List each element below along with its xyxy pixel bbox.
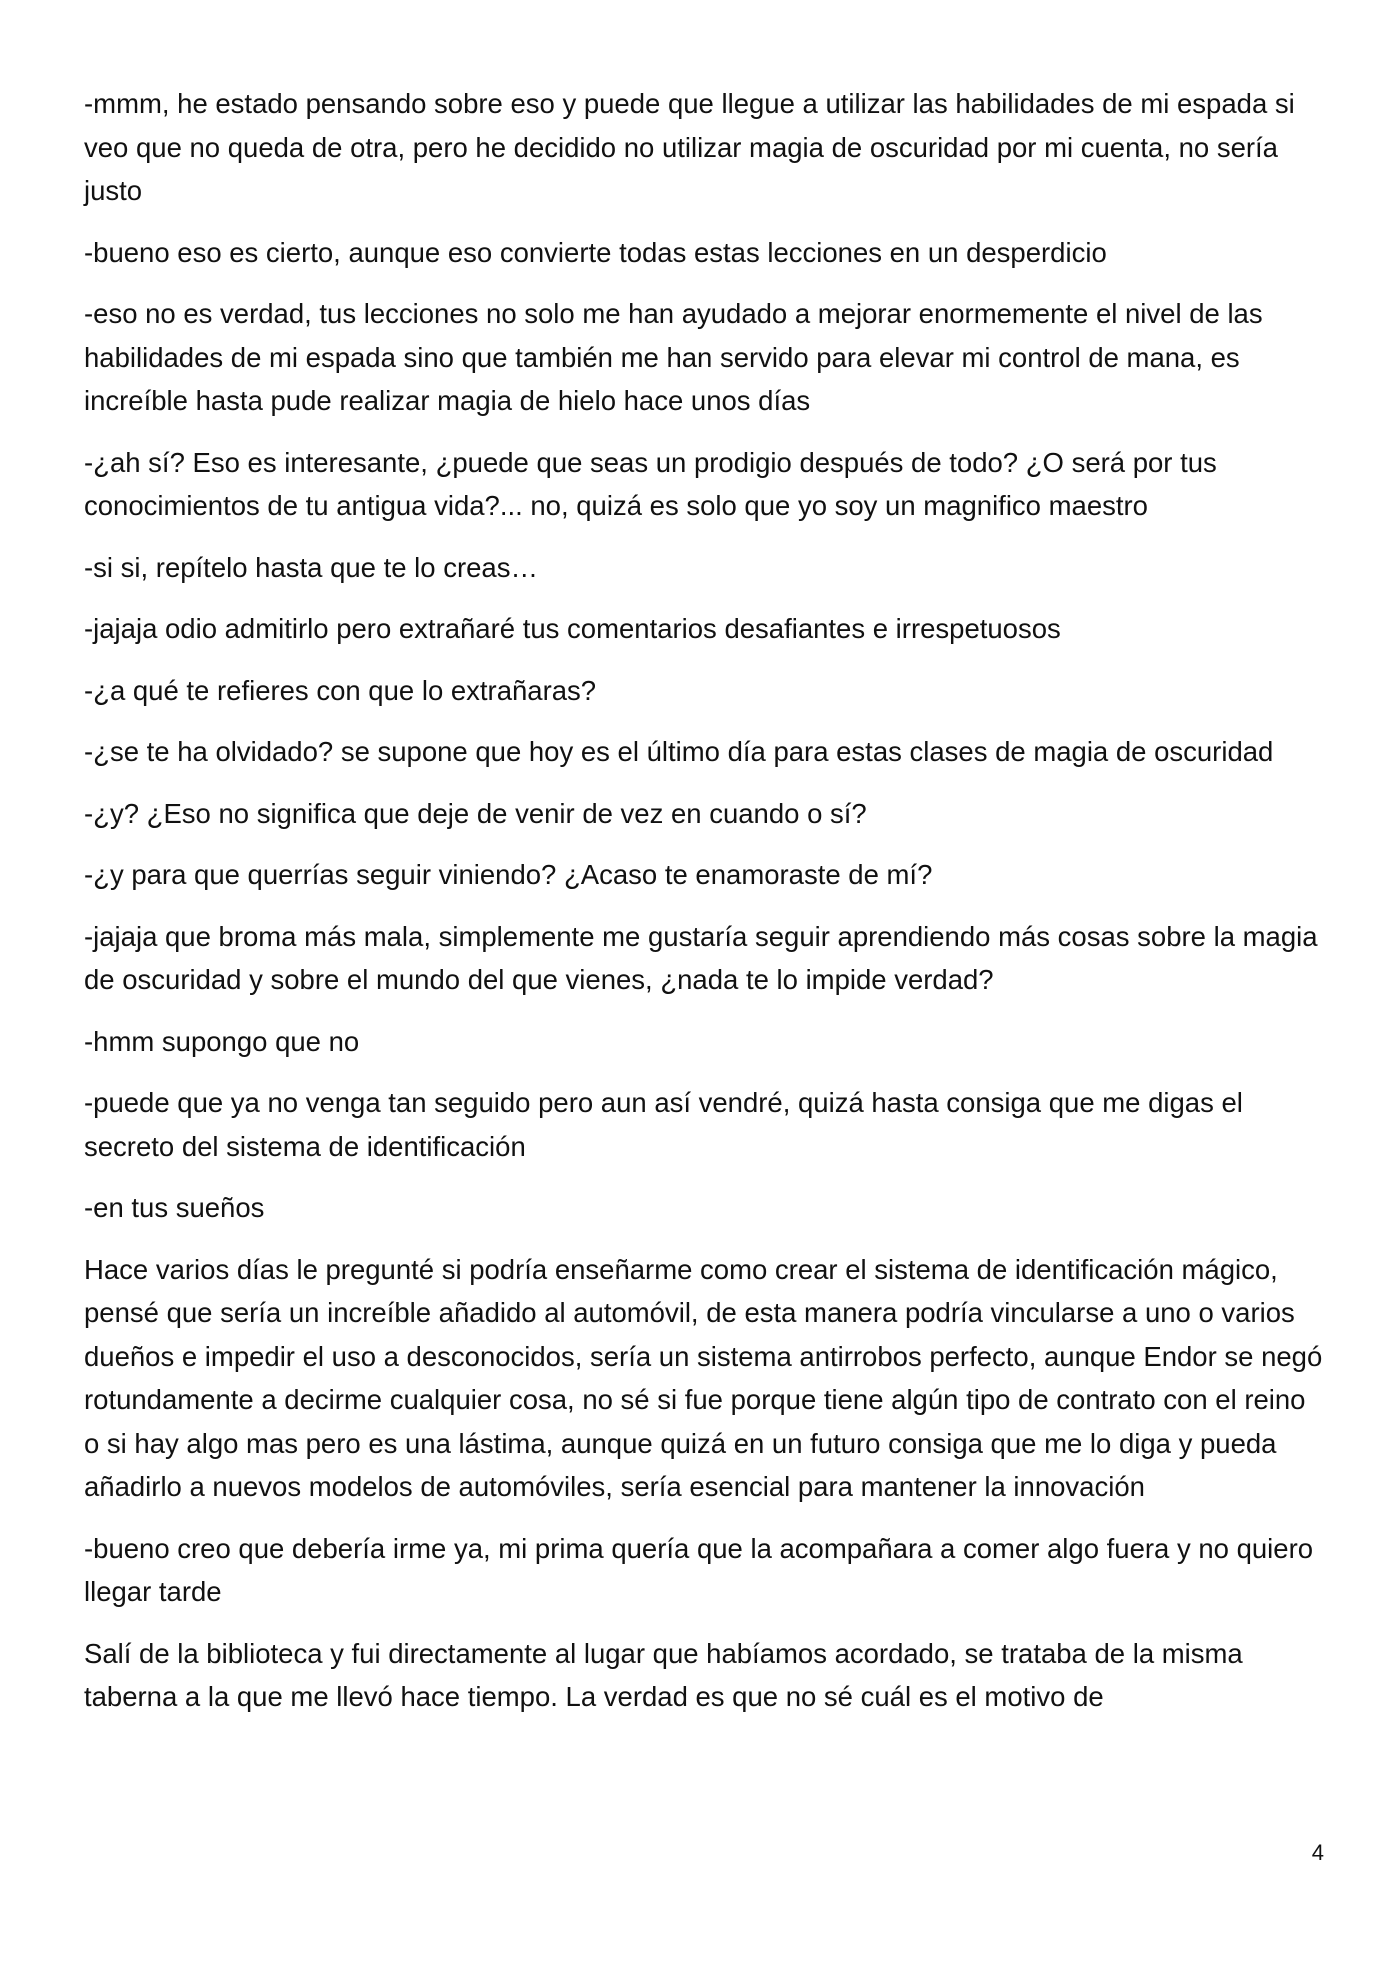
paragraph: Salí de la biblioteca y fui directamente al lugar que habíamos acordado, se trataba de la misma taberna a la que me llevó hace tiempo. La verdad es que no sé cuál es el motivo de <box>84 1637 1243 1712</box>
paragraph: -hmm supongo que no <box>84 1025 360 1057</box>
paragraph: -bueno creo que debería irme ya, mi prima quería que la acompañara a comer algo fuera y no quiero llegar tarde <box>84 1532 1314 1607</box>
paragraph: -eso no es verdad, tus lecciones no solo me han ayudado a mejorar enormemente el nivel de las habilidades de mi espada sino que también me han servido para elevar mi control de mana, es increíble hasta pude realizar magia de hielo hace unos días <box>84 298 1263 416</box>
paragraph: Hace varios días le pregunté si podría enseñarme como crear el sistema de identificación mágico, pensé que sería un increíble añadido al automóvil, de esta manera podría vincularse a uno o varios dueños e impedir el uso a desconocidos, sería un sistema antirrobos perfecto, aunque Endor se negó rotundamente a decirme cualquier cosa, no sé si fue porque tiene algún tipo de contrato con el reino o si hay algo mas pero es una lástima, aunque quizá en un futuro consiga que me lo diga y pueda añadirlo a nuevos modelos de automóviles, sería esencial para mantener la innovación <box>84 1253 1323 1502</box>
paragraph: -jajaja que broma más mala, simplemente me gustaría seguir aprendiendo más cosas sobre la magia de oscuridad y sobre el mundo del que vienes, ¿nada te lo impide verdad? <box>84 920 1318 995</box>
paragraph: -mmm, he estado pensando sobre eso y puede que llegue a utilizar las habilidades de mi espada si veo que no queda de otra, pero he decidido no utilizar magia de oscuridad por mi cuenta, no sería justo <box>84 88 1295 206</box>
paragraph: -puede que ya no venga tan seguido pero aun así vendré, quizá hasta consiga que me digas el secreto del sistema de identificación <box>84 1087 1243 1162</box>
paragraph: -en tus sueños <box>84 1192 265 1223</box>
paragraph: -¿y para que querrías seguir viniendo? ¿Acaso te enamoraste de mí? <box>84 859 933 890</box>
paragraph: -si si, repítelo hasta que te lo creas… <box>84 551 538 583</box>
paragraph: -bueno eso es cierto, aunque eso convierte todas estas lecciones en un desperdicio <box>84 236 1107 268</box>
paragraph: -¿se te ha olvidado? se supone que hoy es el último día para estas clases de magia de oscuridad <box>84 736 1274 767</box>
paragraph: -¿a qué te refieres con que lo extrañaras? <box>84 674 597 706</box>
body-text <box>84 82 1324 1737</box>
paragraph: -¿y? ¿Eso no significa que deje de venir de vez en cuando o sí? <box>84 797 867 829</box>
page-number: 4 <box>1311 1840 1324 1865</box>
paragraph: -jajaja odio admitirlo pero extrañaré tus comentarios desafiantes e irrespetuosos <box>84 613 1061 644</box>
paragraph: -¿ah sí? Eso es interesante, ¿puede que seas un prodigio después de todo? ¿O será por tus conocimientos de tu antigua vida?... no, quizá es solo que yo soy un magnifico maestro <box>84 446 1217 521</box>
